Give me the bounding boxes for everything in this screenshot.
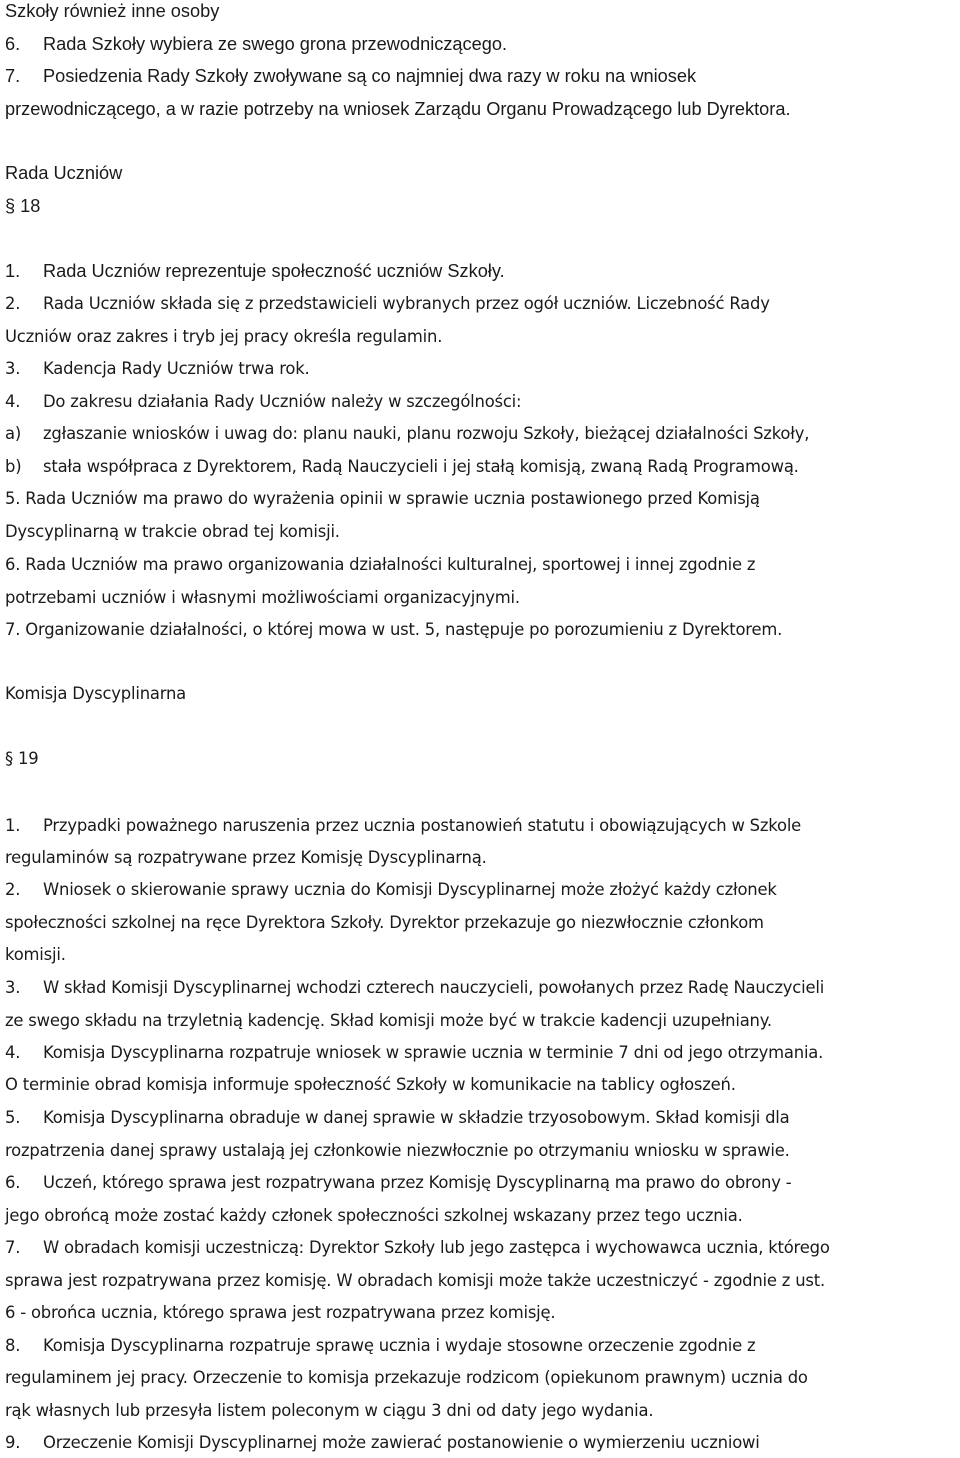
item-text: Do zakresu działania Rady Uczniów należy w szczególności: xyxy=(43,392,522,411)
item-number: 4. xyxy=(5,1043,21,1062)
text-line: rozpatrzenia danej sprawy ustalają jej członkowie niezwłocznie po otrzymaniu wniosku w sprawie. xyxy=(5,1141,790,1160)
item-number: 3. xyxy=(5,359,21,378)
item-text: Posiedzenia Rady Szkoły zwoływane są co najmniej dwa razy w roku na wniosek xyxy=(43,66,697,86)
section-number: § 18 xyxy=(5,196,41,216)
text-line: ze swego składu na trzyletnią kadencję. Skład komisji może być w trakcie kadencji uzupełniany. xyxy=(5,1011,772,1030)
item-text: Orzeczenie Komisji Dyscyplinarnej może zawierać postanowienie o wymierzeniu uczniowi xyxy=(43,1433,760,1452)
item-number: 5. xyxy=(5,1108,21,1127)
text-line: 6. Rada Uczniów ma prawo organizowania działalności kulturalnej, sportowej i innej zgodnie z xyxy=(5,555,756,574)
text-line: Szkoły również inne osoby xyxy=(5,1,220,21)
list-item xyxy=(5,33,507,55)
item-letter: b) xyxy=(5,457,22,476)
item-text: Komisja Dyscyplinarna rozpatruje wniosek w sprawie ucznia w terminie 7 dni od jego otrzymania. xyxy=(43,1043,824,1062)
item-text: Rada Szkoły wybiera ze swego grona przewodniczącego. xyxy=(43,34,508,54)
list-item xyxy=(5,260,505,282)
section-heading: Komisja Dyscyplinarna xyxy=(5,684,187,703)
list-item xyxy=(5,65,696,87)
item-text: Rada Uczniów reprezentuje społeczność uczniów Szkoły. xyxy=(43,261,505,281)
item-text: Komisja Dyscyplinarna rozpatruje sprawę ucznia i wydaje stosowne orzeczenie zgodnie z xyxy=(43,1336,756,1355)
list-item xyxy=(5,1172,791,1194)
text-line: regulaminów są rozpatrywane przez Komisję Dyscyplinarną. xyxy=(5,848,487,867)
item-number: 6. xyxy=(5,1173,21,1192)
list-item xyxy=(5,423,809,445)
section-heading: Rada Uczniów xyxy=(5,163,123,183)
item-number: 1. xyxy=(5,816,21,835)
item-text: Wniosek o skierowanie sprawy ucznia do Komisji Dyscyplinarnej może złożyć każdy członek xyxy=(43,880,777,899)
item-number: 2. xyxy=(5,294,21,313)
list-item xyxy=(5,977,824,999)
list-item xyxy=(5,879,777,901)
item-number: 1. xyxy=(5,261,21,281)
list-item xyxy=(5,391,521,413)
text-line: społeczności szkolnej na ręce Dyrektora Szkoły. Dyrektor przekazuje go niezwłocznie członkom xyxy=(5,913,764,932)
text-line: 6 - obrońca ucznia, którego sprawa jest rozpatrywana przez komisję. xyxy=(5,1303,556,1322)
item-text: stała współpraca z Dyrektorem, Radą Nauczycieli i jej stałą komisją, zwaną Radą Programową. xyxy=(43,457,799,476)
list-item xyxy=(5,815,801,837)
item-number: 7. xyxy=(5,1238,21,1257)
text-line: Uczniów oraz zakres i tryb jej pracy określa regulamin. xyxy=(5,327,443,346)
text-line: sprawa jest rozpatrywana przez komisję. W obradach komisji może także uczestniczyć - zgodnie z ust. xyxy=(5,1271,825,1290)
item-number: 2. xyxy=(5,880,21,899)
item-number: 3. xyxy=(5,978,21,997)
item-number: 6. xyxy=(5,34,21,54)
item-text: Komisja Dyscyplinarna obraduje w danej sprawie w składzie trzyosobowym. Skład komisji dla xyxy=(43,1108,790,1127)
item-number: 7. xyxy=(5,66,21,86)
text-line: 7. Organizowanie działalności, o której mowa w ust. 5, następuje po porozumieniu z Dyrektorem. xyxy=(5,620,783,639)
text-line: rąk własnych lub przesyła listem poleconym w ciągu 3 dni od daty jego wydania. xyxy=(5,1401,654,1420)
list-item xyxy=(5,1335,755,1357)
item-text: W obradach komisji uczestniczą: Dyrektor Szkoły lub jego zastępca i wychowawca ucznia, którego xyxy=(43,1238,830,1257)
list-item xyxy=(5,293,770,315)
list-item xyxy=(5,1237,830,1259)
item-text: Rada Uczniów składa się z przedstawicieli wybranych przez ogół uczniów. Liczebność Rady xyxy=(43,294,770,313)
text-line: potrzebami uczniów i własnymi możliwościami organizacyjnymi. xyxy=(5,588,520,607)
item-letter: a) xyxy=(5,424,22,443)
text-line: 5. Rada Uczniów ma prawo do wyrażenia opinii w sprawie ucznia postawionego przed Komisją xyxy=(5,489,760,508)
list-item xyxy=(5,456,799,478)
text-line: komisji. xyxy=(5,945,66,964)
item-text: Uczeń, którego sprawa jest rozpatrywana przez Komisję Dyscyplinarną ma prawo do obrony - xyxy=(43,1173,792,1192)
list-item xyxy=(5,358,310,380)
item-number: 4. xyxy=(5,392,21,411)
text-line: jego obrońcą może zostać każdy członek społeczności szkolnej wskazany przez tego ucznia. xyxy=(5,1206,743,1225)
list-item xyxy=(5,1107,790,1129)
item-number: 8. xyxy=(5,1336,21,1355)
item-number: 9. xyxy=(5,1433,21,1452)
item-text: Przypadki poważnego naruszenia przez ucznia postanowień statutu i obowiązujących w Szkole xyxy=(43,816,802,835)
section-number: § 19 xyxy=(5,749,39,768)
item-text: zgłaszanie wniosków i uwag do: planu nauki, planu rozwoju Szkoły, bieżącej działalności Szkoły, xyxy=(43,424,810,443)
text-line: Dyscyplinarną w trakcie obrad tej komisji. xyxy=(5,522,340,541)
text-line: O terminie obrad komisja informuje społeczność Szkoły w komunikacie na tablicy ogłoszeń. xyxy=(5,1075,736,1094)
text-line: regulaminem jej pracy. Orzeczenie to komisja przekazuje rodzicom (opiekunom prawnym) ucznia do xyxy=(5,1368,808,1387)
item-text: Kadencja Rady Uczniów trwa rok. xyxy=(43,359,310,378)
item-text: W skład Komisji Dyscyplinarnej wchodzi czterech nauczycieli, powołanych przez Radę Nauczycieli xyxy=(43,978,825,997)
list-item xyxy=(5,1432,760,1454)
text-line: przewodniczącego, a w razie potrzeby na wniosek Zarządu Organu Prowadzącego lub Dyrektora. xyxy=(5,99,791,119)
list-item xyxy=(5,1042,823,1064)
